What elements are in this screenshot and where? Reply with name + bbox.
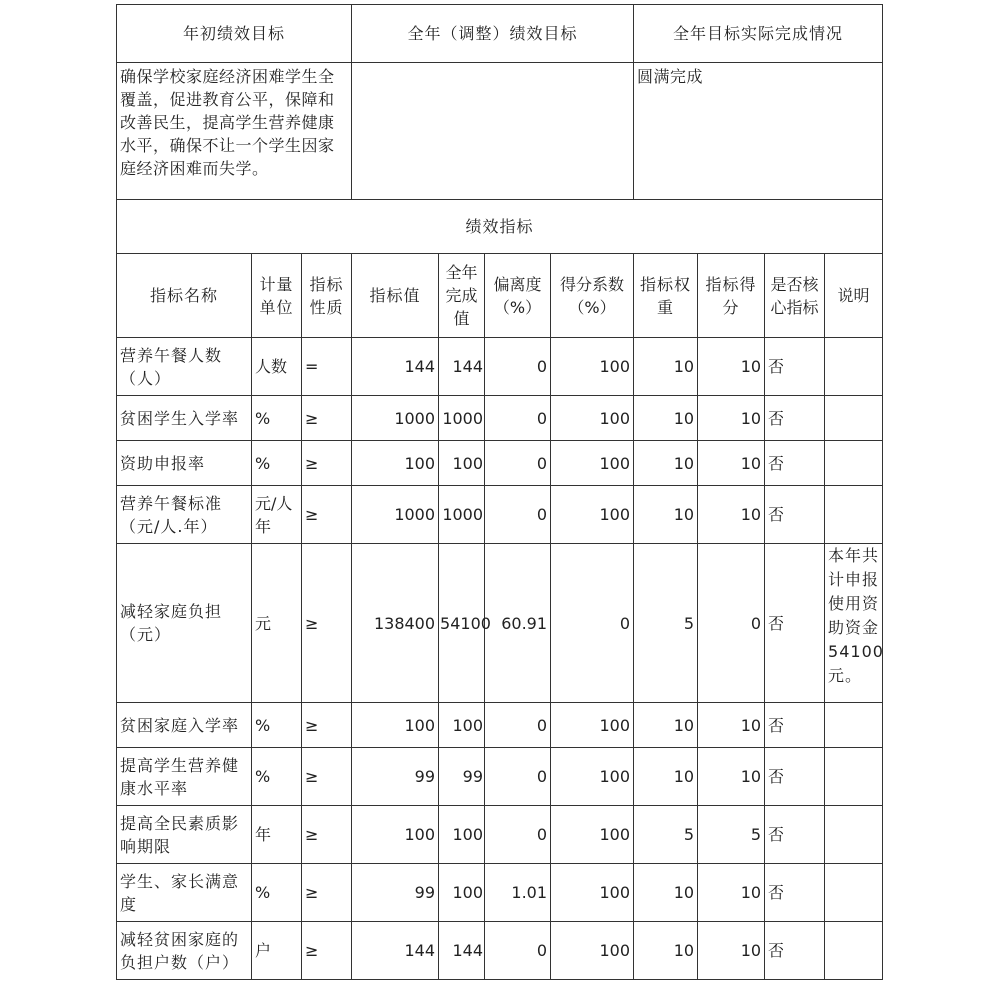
indicator-name: 贫困学生入学率 [117,396,252,441]
indicator-name: 提高全民素质影响期限 [117,806,252,864]
indicator-unit: % [252,748,302,806]
indicator-nature: ≥ [302,486,352,544]
indicator-actual: 100 [439,806,485,864]
indicator-nature: ≥ [302,806,352,864]
col-header-deviation: 偏离度（%） [485,254,551,338]
indicator-unit: % [252,441,302,486]
indicator-nature: ≥ [302,864,352,922]
table-row [117,864,883,922]
indicators-section-title: 绩效指标 [117,200,883,254]
performance-report-sheet [116,4,882,980]
table-row [117,441,883,486]
goal-header-row [117,5,883,63]
table-row [117,486,883,544]
actual-completion-header: 全年目标实际完成情况 [634,5,883,63]
col-header-core: 是否核心指标 [765,254,825,338]
indicator-score: 10 [698,922,765,980]
indicator-unit: % [252,864,302,922]
indicator-weight: 10 [634,864,698,922]
indicator-actual: 100 [439,703,485,748]
indicator-weight: 5 [634,806,698,864]
goal-content-row [117,63,883,200]
adjusted-goal-text [352,63,634,200]
indicator-nature: ≥ [302,396,352,441]
indicator-core: 否 [765,544,825,703]
indicator-remark [825,486,883,544]
indicator-core: 否 [765,396,825,441]
indicator-actual: 54100 [439,544,485,703]
indicator-deviation: 0 [485,703,551,748]
indicator-remark [825,338,883,396]
indicator-coefficient: 100 [551,486,634,544]
indicator-deviation: 0 [485,396,551,441]
col-header-score: 指标得分 [698,254,765,338]
indicator-target: 144 [352,922,439,980]
indicator-core: 否 [765,864,825,922]
table-row [117,922,883,980]
indicator-weight: 10 [634,748,698,806]
indicator-unit: % [252,703,302,748]
indicator-unit: 年 [252,806,302,864]
actual-completion-text: 圆满完成 [634,63,883,200]
indicator-coefficient: 0 [551,544,634,703]
indicator-coefficient: 100 [551,703,634,748]
indicator-actual: 144 [439,922,485,980]
indicator-name: 减轻贫困家庭的负担户数（户） [117,922,252,980]
indicator-nature: ≥ [302,703,352,748]
table-row [117,544,883,703]
indicator-remark [825,396,883,441]
indicator-core: 否 [765,748,825,806]
indicator-score: 10 [698,864,765,922]
indicator-core: 否 [765,806,825,864]
indicator-score: 10 [698,441,765,486]
indicator-nature: ≥ [302,922,352,980]
indicator-unit: 户 [252,922,302,980]
indicator-nature: ≥ [302,544,352,703]
indicator-score: 10 [698,486,765,544]
indicator-score: 0 [698,544,765,703]
indicator-core: 否 [765,441,825,486]
performance-table [116,4,883,980]
indicator-nature: = [302,338,352,396]
indicator-target: 99 [352,864,439,922]
col-header-coefficient: 得分系数（%） [551,254,634,338]
table-row [117,748,883,806]
indicator-name: 贫困家庭入学率 [117,703,252,748]
indicator-core: 否 [765,486,825,544]
indicator-name: 提高学生营养健康水平率 [117,748,252,806]
indicator-remark [825,748,883,806]
indicator-deviation: 60.91 [485,544,551,703]
indicator-deviation: 1.01 [485,864,551,922]
indicator-target: 144 [352,338,439,396]
col-header-actual: 全年完成值 [439,254,485,338]
col-header-name: 指标名称 [117,254,252,338]
indicator-actual: 144 [439,338,485,396]
indicator-deviation: 0 [485,338,551,396]
table-row [117,338,883,396]
indicator-score: 10 [698,396,765,441]
indicator-coefficient: 100 [551,806,634,864]
indicator-weight: 5 [634,544,698,703]
indicator-actual: 1000 [439,486,485,544]
indicator-target: 138400 [352,544,439,703]
column-header-row [117,254,883,338]
indicator-deviation: 0 [485,441,551,486]
col-header-unit: 计量单位 [252,254,302,338]
indicator-deviation: 0 [485,748,551,806]
indicator-target: 1000 [352,486,439,544]
indicator-nature: ≥ [302,441,352,486]
table-row [117,806,883,864]
indicator-name: 资助申报率 [117,441,252,486]
indicator-name: 营养午餐标准（元/人.年） [117,486,252,544]
adjusted-goal-header: 全年（调整）绩效目标 [352,5,634,63]
table-row [117,396,883,441]
indicator-unit: 元 [252,544,302,703]
indicator-core: 否 [765,338,825,396]
indicator-score: 10 [698,703,765,748]
indicator-core: 否 [765,922,825,980]
indicator-weight: 10 [634,338,698,396]
indicator-nature: ≥ [302,748,352,806]
indicator-weight: 10 [634,922,698,980]
col-header-remark: 说明 [825,254,883,338]
indicator-coefficient: 100 [551,748,634,806]
indicator-remark [825,864,883,922]
indicator-weight: 10 [634,441,698,486]
indicator-unit: % [252,396,302,441]
col-header-weight: 指标权重 [634,254,698,338]
indicator-target: 100 [352,703,439,748]
indicator-coefficient: 100 [551,338,634,396]
indicator-name: 学生、家长满意度 [117,864,252,922]
indicator-remark [825,806,883,864]
indicator-weight: 10 [634,396,698,441]
indicator-target: 100 [352,441,439,486]
indicator-actual: 99 [439,748,485,806]
indicator-remark [825,922,883,980]
indicator-weight: 10 [634,703,698,748]
indicator-coefficient: 100 [551,396,634,441]
initial-goal-header: 年初绩效目标 [117,5,352,63]
indicator-remark [825,703,883,748]
indicator-score: 10 [698,748,765,806]
indicator-unit: 人数 [252,338,302,396]
indicator-core: 否 [765,703,825,748]
indicator-name: 减轻家庭负担（元） [117,544,252,703]
indicator-coefficient: 100 [551,864,634,922]
indicator-remark: 本年共计申报使用资助资金54100元。 [825,544,883,703]
indicator-coefficient: 100 [551,922,634,980]
table-row [117,703,883,748]
indicator-coefficient: 100 [551,441,634,486]
indicator-actual: 100 [439,864,485,922]
indicator-score: 5 [698,806,765,864]
indicator-weight: 10 [634,486,698,544]
col-header-target: 指标值 [352,254,439,338]
indicator-target: 100 [352,806,439,864]
indicator-unit: 元/人年 [252,486,302,544]
indicator-deviation: 0 [485,922,551,980]
indicator-deviation: 0 [485,806,551,864]
indicator-name: 营养午餐人数（人） [117,338,252,396]
indicators-title-row [117,200,883,254]
indicator-target: 99 [352,748,439,806]
indicator-actual: 1000 [439,396,485,441]
indicator-remark [825,441,883,486]
indicator-target: 1000 [352,396,439,441]
indicator-score: 10 [698,338,765,396]
indicator-deviation: 0 [485,486,551,544]
initial-goal-text: 确保学校家庭经济困难学生全覆盖，促进教育公平，保障和改善民生，提高学生营养健康水平，确保不让一个学生因家庭经济困难而失学。 [117,63,352,200]
indicator-actual: 100 [439,441,485,486]
col-header-nature: 指标性质 [302,254,352,338]
